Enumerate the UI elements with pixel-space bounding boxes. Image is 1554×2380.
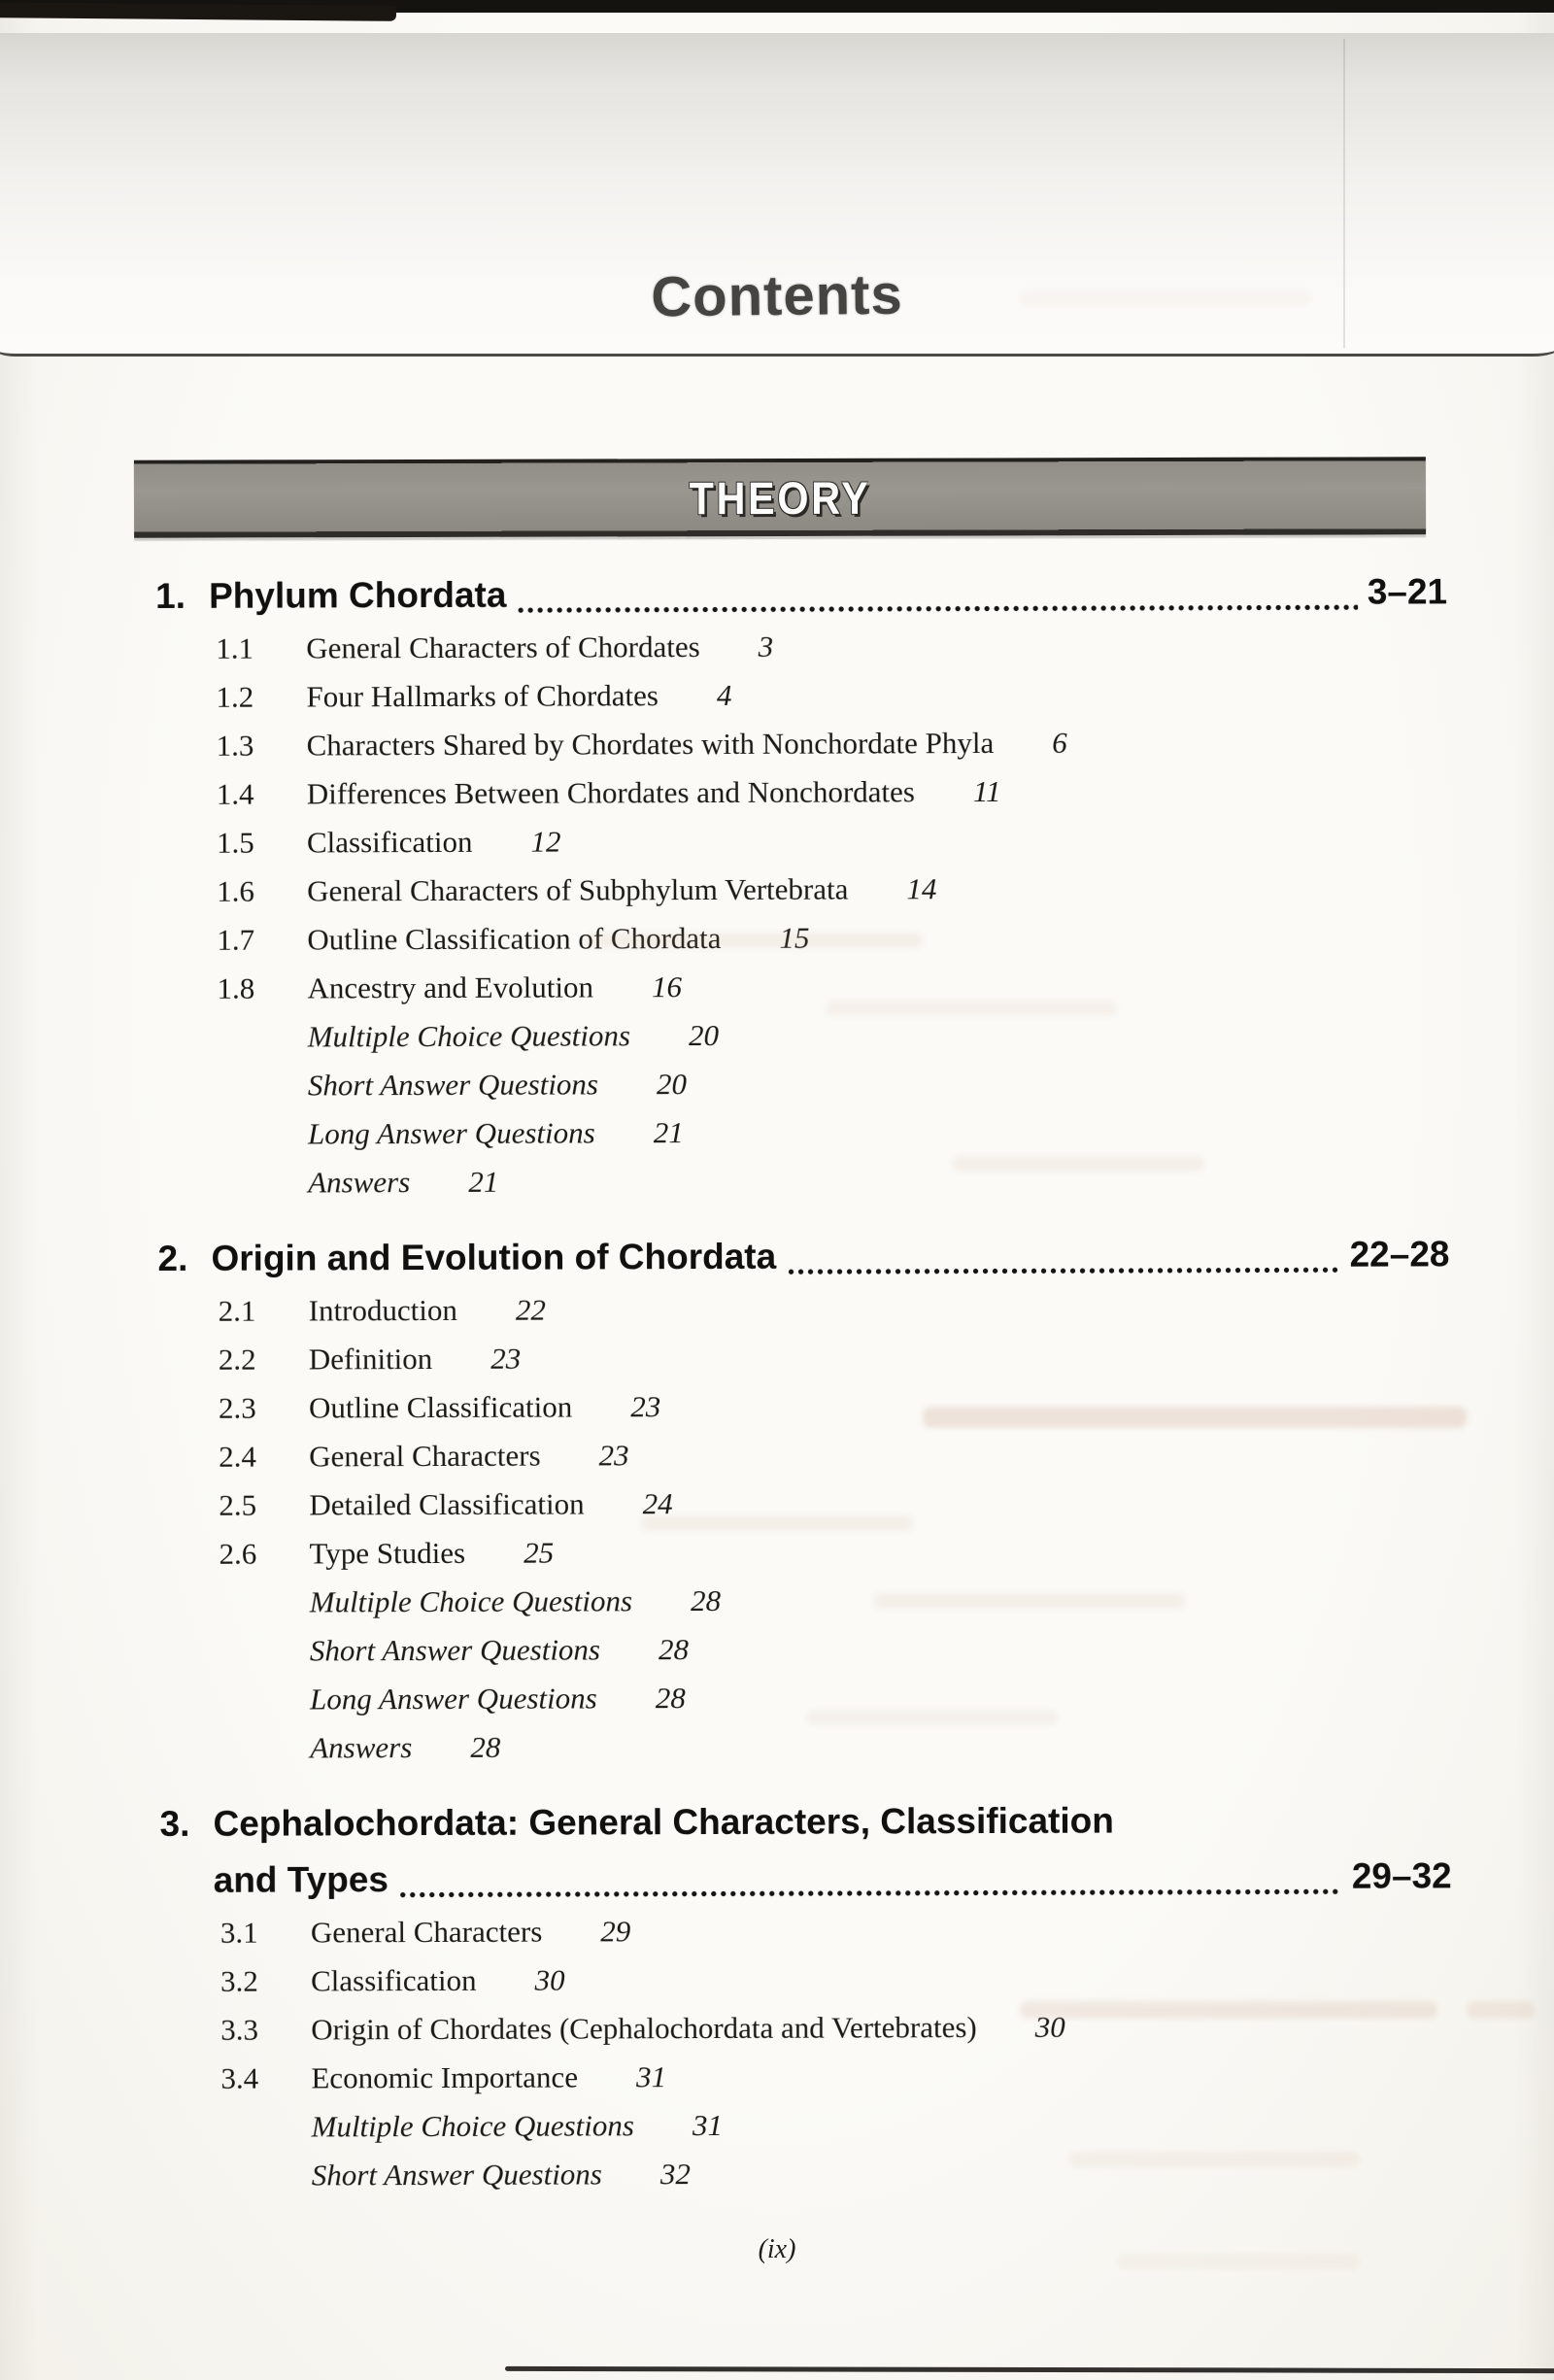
dot-leader: [788, 1266, 1339, 1276]
toc-subitem: [158, 1331, 1450, 1384]
chapter-heading-continued: [160, 1848, 1452, 1909]
subitem-number: 2.3: [218, 1390, 256, 1425]
question-item: [157, 1154, 1449, 1207]
bleed-through-artifact: [641, 1515, 913, 1531]
subitem-number: 2.4: [219, 1439, 257, 1474]
subitem-page: 11: [972, 773, 1001, 809]
subitem-number: 1.3: [216, 728, 254, 763]
bleed-through-artifact: [874, 1593, 1185, 1609]
theory-section-label: THEORY: [689, 471, 871, 524]
subitem-page: 21: [468, 1164, 499, 1199]
subitem-page: 6: [1052, 725, 1067, 760]
subitem-page: 23: [630, 1389, 661, 1424]
toc-subitem: [160, 1953, 1452, 2006]
question-item-label: Long Answer Questions: [310, 1681, 597, 1717]
subitem-label: Characters Shared by Chordates with Nonchordate Phyla: [306, 725, 995, 763]
question-item: [159, 1622, 1451, 1676]
subitem-number: 3.2: [220, 1963, 258, 1998]
subitem-number: 1.4: [216, 776, 254, 811]
subitem-page: 20: [688, 1017, 720, 1053]
chapter-title: Origin and Evolution of Chordata: [211, 1236, 777, 1278]
subitem-number: 2.1: [218, 1293, 256, 1328]
subitem-label: Four Hallmarks of Chordates: [306, 678, 659, 714]
bleed-through-artifact: [826, 1001, 1117, 1016]
toc-subitem: [156, 863, 1448, 916]
subitem-page: 16: [651, 969, 683, 1004]
question-item: [161, 2098, 1453, 2152]
chapter-title-continued: and Types: [213, 1859, 389, 1900]
toc-subitem: [160, 2050, 1452, 2103]
subitem-page: 30: [534, 1962, 565, 1997]
chapter-number: 1.: [155, 575, 186, 616]
toc-subitem: [160, 1904, 1452, 1957]
subitem-label: Introduction: [308, 1292, 457, 1328]
subitem-page: 32: [659, 2157, 691, 2192]
chapter-heading: [155, 563, 1447, 625]
subitem-page: 23: [490, 1341, 522, 1376]
subitem-page: 30: [1034, 2009, 1065, 2044]
chapter-number: 3.: [159, 1803, 190, 1844]
toc-subitem: [158, 1282, 1450, 1336]
subitem-label: General Characters: [310, 1914, 543, 1950]
subitem-number: 3.3: [220, 2012, 259, 2047]
question-item: [159, 1574, 1451, 1627]
question-item: [159, 1719, 1451, 1773]
subitem-page: 12: [530, 824, 561, 859]
question-item-label: Answers: [310, 1730, 413, 1765]
question-item-label: Multiple Choice Questions: [309, 1583, 633, 1619]
subitem-page: 4: [716, 677, 732, 712]
subitem-number: 1.8: [217, 970, 255, 1005]
subitem-label: Classification: [306, 824, 473, 860]
subitem-page: 22: [515, 1292, 546, 1327]
contents-header-banner: [0, 33, 1554, 357]
subitem-label: Classification: [311, 1962, 477, 1998]
subitem-label: Detailed Classification: [309, 1486, 585, 1522]
dot-leader: [400, 1887, 1342, 1899]
subitem-number: 3.1: [220, 1915, 258, 1950]
toc-subitem: [155, 668, 1447, 722]
question-item-label: Multiple Choice Questions: [307, 1018, 631, 1054]
toc-subitem: [155, 620, 1447, 673]
bleed-through-artifact: [806, 1710, 1059, 1725]
subitem-number: 1.5: [216, 825, 254, 860]
subitem-page: 31: [635, 2059, 667, 2094]
toc-subitem: [156, 814, 1448, 867]
subitem-number: 1.7: [217, 922, 255, 957]
bleed-through-artifact: [1020, 291, 1311, 306]
chapter-title: Cephalochordata: General Characters, Classification: [213, 1800, 1114, 1844]
question-item-label: Answers: [308, 1165, 411, 1200]
question-item: [157, 1105, 1449, 1159]
subitem-label: General Characters of Subphylum Vertebrata: [307, 871, 849, 908]
bleed-through-artifact: [923, 1407, 1467, 1428]
subitem-label: Outline Classification of Chordata: [307, 920, 722, 957]
subitem-label: Economic Importance: [311, 2059, 579, 2095]
subitem-label: Definition: [308, 1342, 433, 1377]
subitem-page: 25: [524, 1535, 555, 1570]
subitem-page: 14: [906, 871, 937, 906]
question-item-label: Short Answer Questions: [307, 1067, 599, 1103]
subitem-label: Differences Between Chordates and Nonchordates: [306, 774, 915, 811]
subitem-label: General Characters: [309, 1438, 541, 1474]
subitem-page: 24: [642, 1486, 673, 1521]
chapter-heading: [157, 1226, 1449, 1287]
bleed-through-artifact: [1068, 2152, 1360, 2167]
chapter-page-range: 29–32: [1351, 1855, 1452, 1896]
subitem-page: 29: [600, 1914, 631, 1949]
page-title: Contents: [650, 262, 903, 329]
scan-edge-band-bottom: [505, 2366, 1554, 2373]
subitem-page: 23: [598, 1438, 629, 1473]
subitem-page: 20: [656, 1067, 688, 1102]
bleed-through-artifact: [952, 1156, 1204, 1172]
subitem-label: Type Studies: [309, 1535, 466, 1571]
subitem-page: 28: [655, 1681, 686, 1716]
table-of-contents: [155, 563, 1453, 2200]
subitem-number: 1.6: [217, 873, 254, 908]
subitem-page: 28: [690, 1582, 722, 1618]
chapter-heading: [159, 1791, 1451, 1853]
footer-page-number: (ix): [758, 2234, 796, 2264]
toc-subitem: [156, 717, 1448, 770]
subitem-label: Origin of Chordates (Cephalochordata and Vertebrates): [311, 2010, 977, 2047]
bleed-through-artifact: [583, 933, 923, 948]
question-item: [157, 1008, 1449, 1062]
subitem-number: 2.2: [218, 1342, 256, 1377]
subitem-page: 3: [758, 629, 774, 663]
subitem-page: 31: [692, 2107, 724, 2143]
question-item-label: Multiple Choice Questions: [311, 2108, 635, 2144]
chapter-number: 2.: [157, 1238, 188, 1278]
scan-edge-shadow: [0, 2, 396, 21]
subitem-number: 3.4: [220, 2060, 259, 2095]
subitem-number: 1.1: [216, 630, 254, 665]
subitem-number: 2.5: [219, 1487, 257, 1522]
chapter-page-range: 22–28: [1349, 1234, 1450, 1275]
subitem-page: 28: [470, 1729, 501, 1764]
question-item-label: Short Answer Questions: [311, 2157, 602, 2193]
dot-leader: [518, 603, 1357, 615]
theory-section-bar: [134, 457, 1426, 537]
subitem-page: 15: [779, 920, 810, 955]
question-item-label: Long Answer Questions: [307, 1115, 595, 1151]
bleed-through-artifact: [1467, 2001, 1535, 2019]
subitem-label: Outline Classification: [308, 1389, 573, 1425]
question-item: [157, 1057, 1449, 1110]
question-item-label: Short Answer Questions: [309, 1632, 601, 1668]
subitem-label: Ancestry and Evolution: [307, 969, 594, 1005]
subitem-label: General Characters of Chordates: [306, 629, 700, 665]
toc-subitem: [158, 1525, 1450, 1579]
toc-subitem: [158, 1428, 1450, 1481]
chapter-page-range: 3–21: [1367, 571, 1448, 612]
toc-subitem: [156, 765, 1448, 819]
chapter-title: Phylum Chordata: [209, 574, 507, 616]
subitem-page: 21: [653, 1115, 684, 1150]
subitem-page: 28: [658, 1632, 690, 1667]
subitem-number: 1.2: [216, 679, 254, 714]
subitem-number: 2.6: [219, 1536, 257, 1571]
bleed-through-artifact: [1020, 2001, 1437, 2019]
toc-subitem: [156, 960, 1448, 1013]
